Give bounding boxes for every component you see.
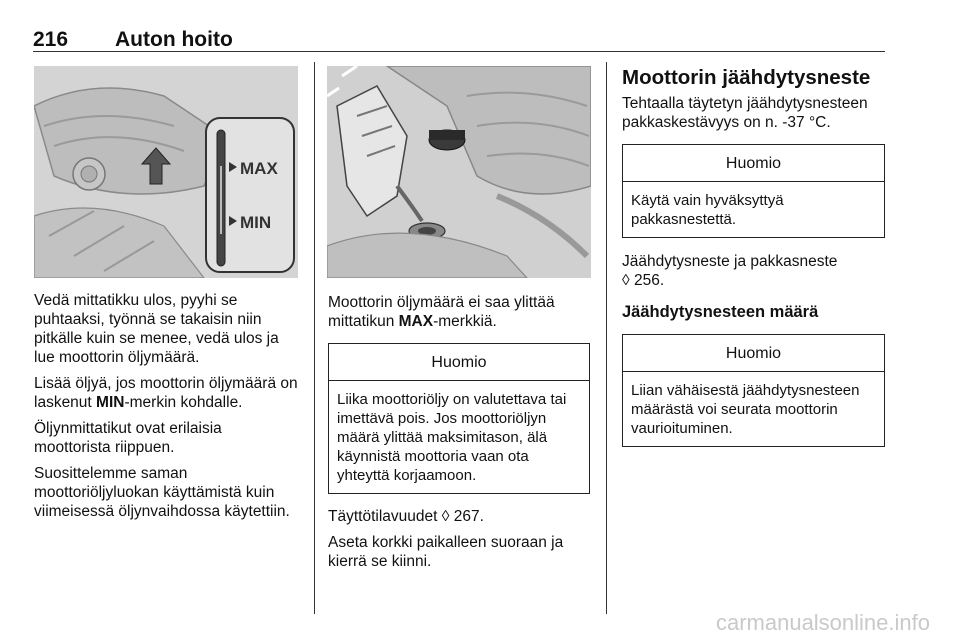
- paragraph: Öljynmittatikut ovat erilaisia moottorista riippuen.: [34, 420, 222, 456]
- warning-note: [328, 343, 590, 494]
- min-label: MIN: [240, 213, 272, 232]
- note-title: Huomio: [623, 145, 884, 182]
- chapter-title: Auton hoito: [115, 28, 233, 51]
- note-title: Huomio: [623, 335, 884, 372]
- note-body: Liika moottoriöljy on valutettava tai imettävä pois. Jos moottoriöljyn määrä ylittää maksimitason, älä käynnistä moottoria vaan ota yhteyttä korjaamoon.: [337, 391, 567, 484]
- section-title: Moottorin jäähdytysneste: [622, 66, 871, 89]
- column-divider: [606, 62, 607, 614]
- oil-filling-figure: [327, 66, 591, 278]
- page-header: [33, 26, 885, 52]
- note-body: Liian vähäisestä jäähdytysnesteen määrästä voi seurata moottorin vaurioituminen.: [631, 382, 860, 437]
- paragraph: Täyttötilavuudet ◊ 267.: [328, 508, 484, 525]
- column-divider: [314, 62, 315, 614]
- page-ref-icon: ◊: [441, 508, 454, 525]
- column-2-text: [328, 293, 590, 578]
- note-body: Käytä vain hyväksyttyä pakkasnestettä.: [631, 192, 784, 228]
- column-3-text: [622, 66, 885, 447]
- paragraph: Moottorin öljymäärä ei saa ylittää mittatikun MAX-merkkiä.: [328, 294, 555, 330]
- note-coolant-level: [622, 334, 885, 447]
- paragraph: Jäähdytysneste ja pakkasneste ◊ 256.: [622, 253, 838, 289]
- paragraph: Tehtaalla täytetyn jäähdytysnesteen pakkaskestävyys on n. -37 °C.: [622, 95, 868, 131]
- dipstick-figure: [34, 66, 298, 278]
- paragraph: Lisää öljyä, jos moottorin öljymäärä on laskenut MIN-merkin kohdalle.: [34, 375, 298, 411]
- dipstick-illustration: [34, 66, 298, 278]
- paragraph: Aseta korkki paikalleen suoraan ja kierrä se kiinni.: [328, 534, 564, 570]
- paragraph: Suosittelemme saman moottoriöljyluokan käyttämistä kuin viimeisessä öljynvaihdossa käytettiin.: [34, 465, 290, 520]
- subsection-title: Jäähdytysnesteen määrä: [622, 303, 819, 321]
- page-ref-icon: ◊: [622, 272, 634, 289]
- paragraph: Vedä mittatikku ulos, pyyhi se puhtaaksi, työnnä se takaisin niin pitkälle kuin se menee, vedä ulos ja lue moottorin öljymäärä.: [34, 292, 279, 366]
- max-label: MAX: [240, 159, 278, 178]
- oil-filling-illustration: [327, 66, 591, 278]
- note-title: Huomio: [329, 344, 589, 381]
- page-number: 216: [33, 28, 69, 51]
- column-1-text: [34, 291, 302, 528]
- note-antifreeze: [622, 144, 885, 238]
- watermark: carmanualsonline.info: [715, 610, 930, 635]
